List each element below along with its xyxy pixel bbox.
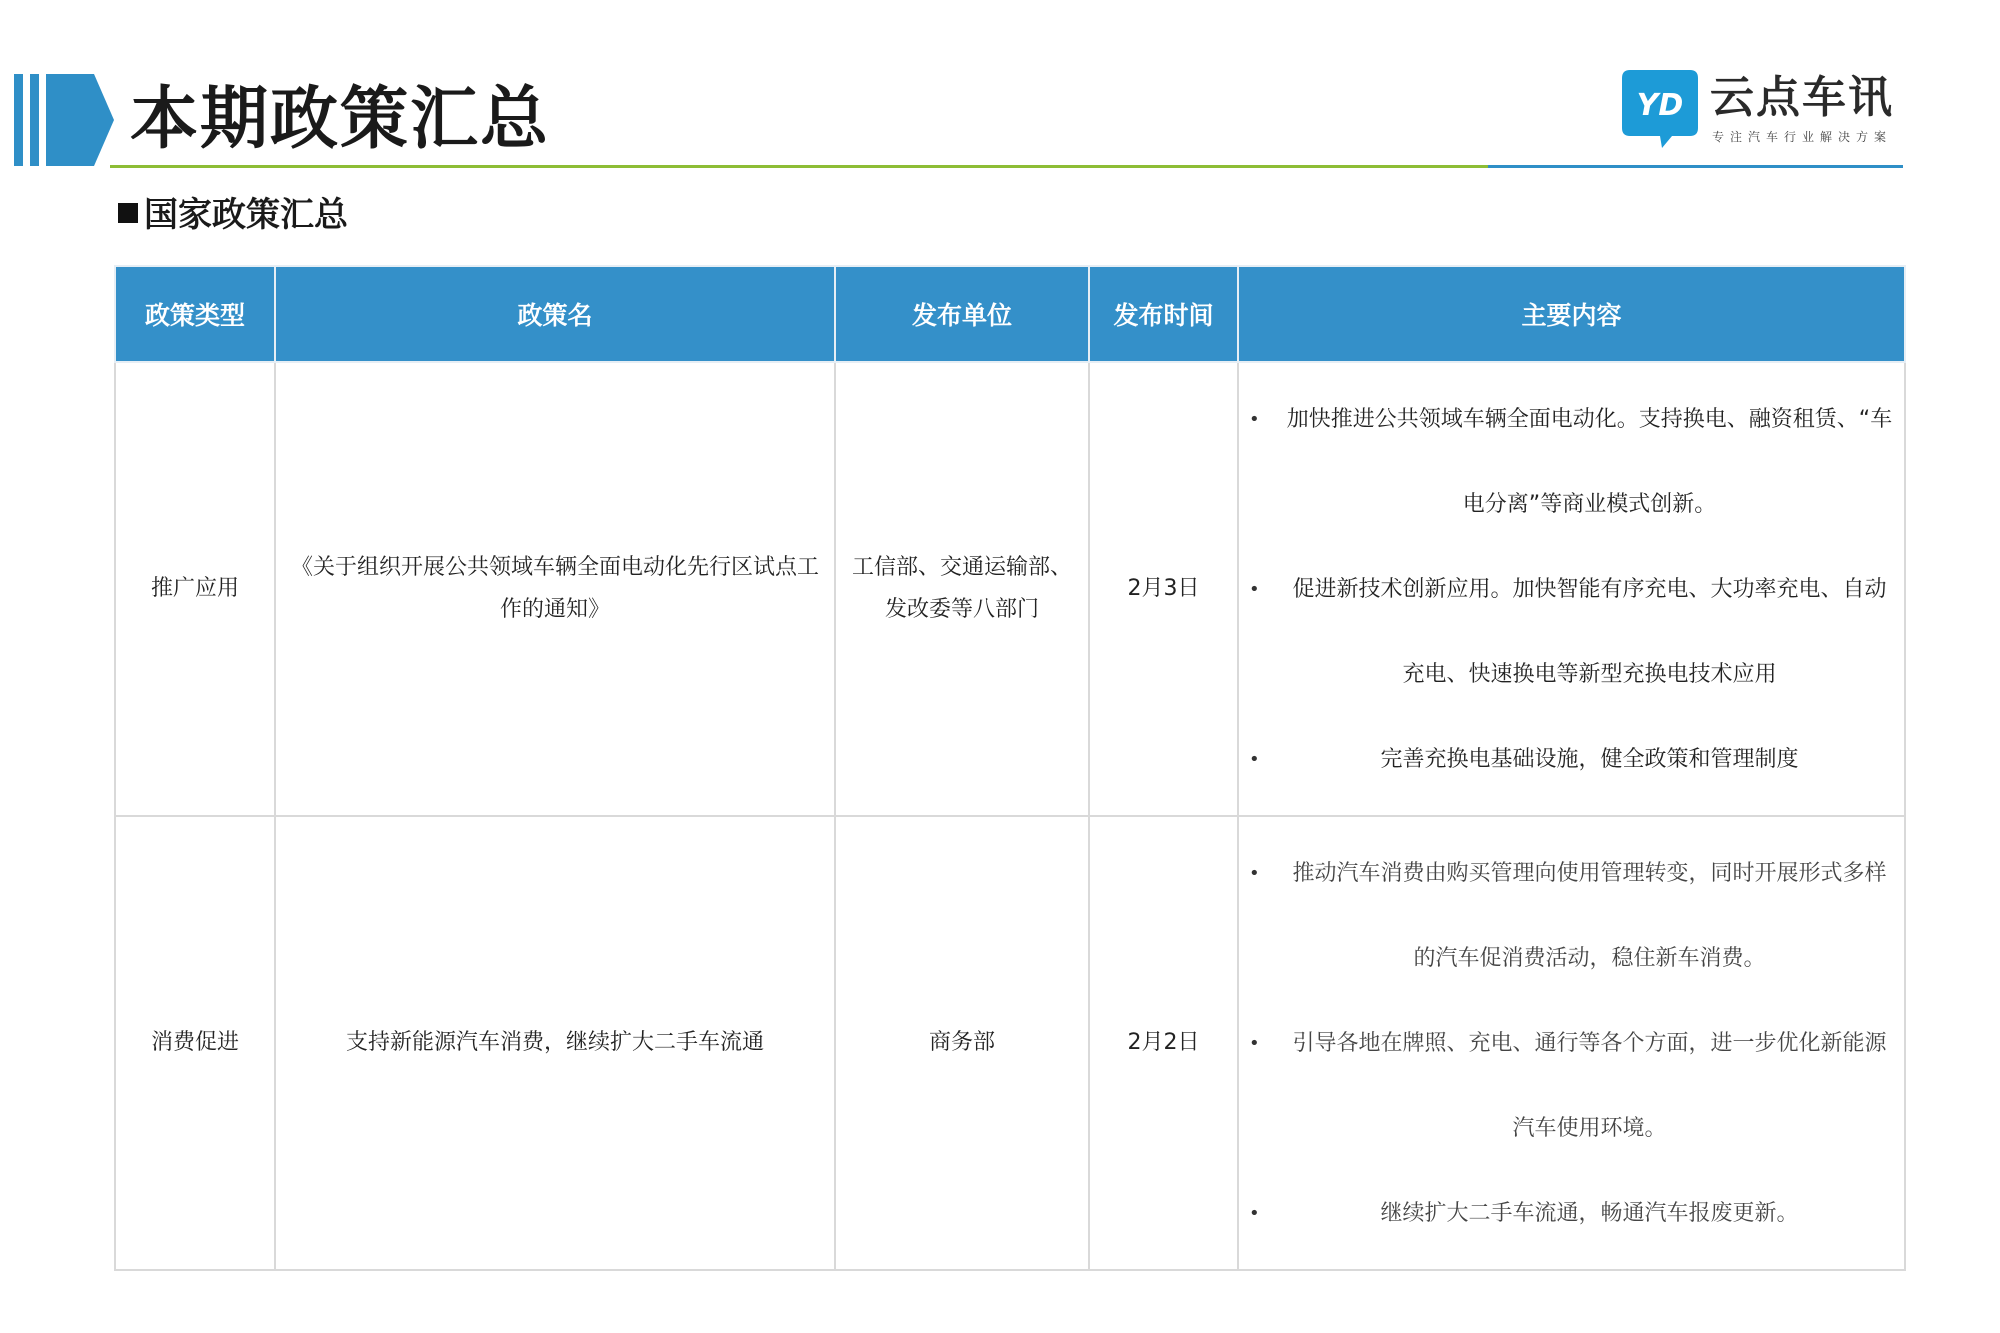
content-list (1249, 377, 1894, 802)
logo-badge-text: YD (1636, 88, 1684, 123)
title-underline-green (110, 165, 1488, 168)
section-heading-text: 国家政策汇总 (144, 195, 348, 235)
cell-release-date: 2月3日 (1089, 362, 1238, 816)
header-policy-name: 政策名 (275, 266, 835, 362)
list-item: • 推动汽车消费由购买管理向使用管理转变，同时开展形式多样的汽车促消费活动，稳住新车消费。 (1249, 831, 1894, 1001)
table-row (115, 362, 1905, 816)
cell-policy-name: 《关于组织开展公共领域车辆全面电动化先行区试点工作的通知》 (275, 362, 835, 816)
brand-logo (1622, 70, 1912, 155)
page-title: 本期政策汇总 (130, 80, 551, 159)
speech-bubble-logo-icon (1622, 70, 1698, 148)
title-underline-blue (1488, 165, 1903, 168)
list-item: • 完善充换电基础设施，健全政策和管理制度 (1249, 717, 1894, 802)
cell-issuer: 商务部 (835, 816, 1089, 1270)
table-row (115, 816, 1905, 1270)
brand-name: 云点车讯 (1710, 72, 1894, 123)
policy-table (114, 265, 1906, 1271)
header-release-date: 发布时间 (1089, 266, 1238, 362)
cell-policy-name: 支持新能源汽车消费，继续扩大二手车流通 (275, 816, 835, 1270)
brand-tagline: 专注汽车行业解决方案 (1712, 130, 1893, 144)
list-item: • 引导各地在牌照、充电、通行等各个方面，进一步优化新能源汽车使用环境。 (1249, 1001, 1894, 1171)
cell-main-content (1238, 362, 1905, 816)
content-list (1249, 831, 1894, 1256)
list-item: • 加快推进公共领域车辆全面电动化。支持换电、融资租赁、“车电分离”等商业模式创新。 (1249, 377, 1894, 547)
square-bullet-icon (118, 203, 138, 223)
header-main-content: 主要内容 (1238, 266, 1905, 362)
section-heading (118, 190, 348, 240)
cell-policy-type: 推广应用 (115, 362, 275, 816)
header-issuer: 发布单位 (835, 266, 1089, 362)
cell-policy-type: 消费促进 (115, 816, 275, 1270)
header-policy-type: 政策类型 (115, 266, 275, 362)
list-item: • 继续扩大二手车流通，畅通汽车报废更新。 (1249, 1171, 1894, 1256)
table-header-row (115, 266, 1905, 362)
title-decoration-icon (14, 74, 114, 166)
cell-release-date: 2月2日 (1089, 816, 1238, 1270)
cell-main-content (1238, 816, 1905, 1270)
list-item: • 促进新技术创新应用。加快智能有序充电、大功率充电、自动充电、快速换电等新型充换电技术应用 (1249, 547, 1894, 717)
cell-issuer: 工信部、交通运输部、发改委等八部门 (835, 362, 1089, 816)
